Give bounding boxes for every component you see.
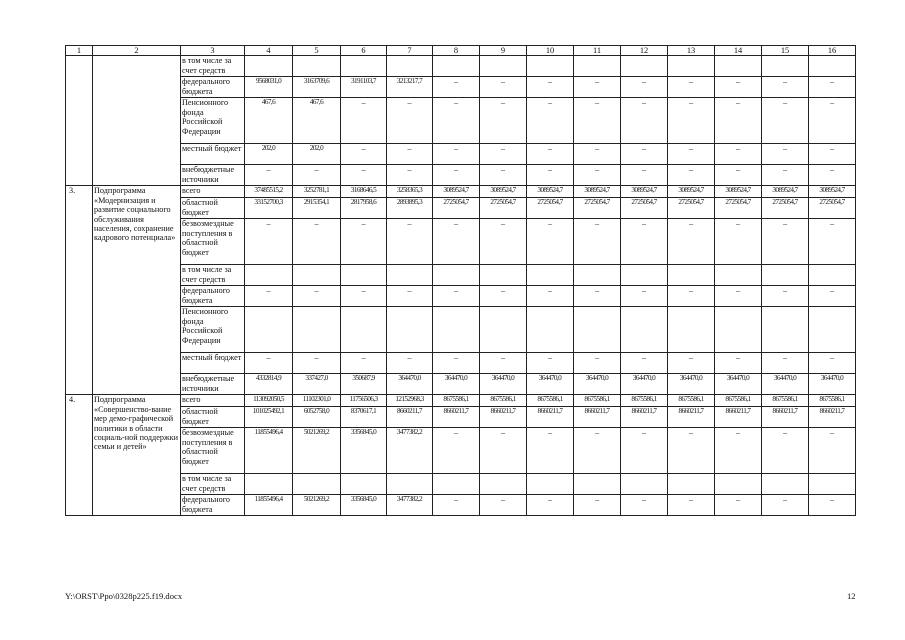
value-cell: – xyxy=(668,77,715,98)
value-cell xyxy=(480,265,527,286)
value-cell: 3089524,7 xyxy=(762,186,809,198)
value-cell xyxy=(245,56,293,77)
value-cell: – xyxy=(387,98,433,144)
value-cell xyxy=(809,474,856,495)
value-cell: 8370617,1 xyxy=(341,407,387,428)
table-row xyxy=(66,186,856,198)
column-number: 12 xyxy=(621,46,668,56)
value-cell: – xyxy=(574,98,621,144)
value-cell: – xyxy=(668,98,715,144)
value-cell: – xyxy=(762,428,809,474)
value-cell: 2725054,7 xyxy=(809,198,856,219)
value-cell: – xyxy=(527,219,574,265)
value-cell: – xyxy=(574,165,621,186)
value-cell: – xyxy=(387,286,433,307)
value-cell: 8675586,1 xyxy=(668,395,715,407)
value-cell: – xyxy=(809,165,856,186)
value-cell: 8675586,1 xyxy=(762,395,809,407)
value-cell: 3163709,6 xyxy=(293,77,341,98)
value-cell xyxy=(762,265,809,286)
value-cell: 33152700,3 xyxy=(245,198,293,219)
value-cell: – xyxy=(762,98,809,144)
value-cell: 3191103,7 xyxy=(341,77,387,98)
table-row xyxy=(66,374,856,395)
value-cell: 8675586,1 xyxy=(527,395,574,407)
value-cell: – xyxy=(527,353,574,374)
value-cell xyxy=(668,474,715,495)
value-cell: – xyxy=(574,219,621,265)
value-cell: – xyxy=(809,98,856,144)
funding-source: внебюджетные источники xyxy=(181,165,245,186)
value-cell: 5021269,2 xyxy=(293,428,341,474)
funding-source: безвозмездные поступления в областной бюджет xyxy=(181,219,245,265)
table-row xyxy=(66,265,856,286)
value-cell: – xyxy=(809,144,856,165)
funding-source: в том числе за счет средств xyxy=(181,474,245,495)
value-cell: – xyxy=(809,77,856,98)
value-cell: – xyxy=(480,165,527,186)
value-cell: – xyxy=(715,144,762,165)
value-cell: 5021269,2 xyxy=(293,495,341,516)
value-cell: 12152968,3 xyxy=(387,395,433,407)
subprogram-name xyxy=(93,56,181,186)
value-cell: – xyxy=(387,165,433,186)
value-cell xyxy=(433,56,480,77)
value-cell: 8660211,7 xyxy=(574,407,621,428)
value-cell: – xyxy=(293,286,341,307)
column-number: 10 xyxy=(527,46,574,56)
value-cell: – xyxy=(527,286,574,307)
value-cell: – xyxy=(480,98,527,144)
value-cell xyxy=(245,307,293,353)
value-cell: – xyxy=(433,495,480,516)
value-cell: 11855496,4 xyxy=(245,428,293,474)
table-row xyxy=(66,56,856,77)
value-cell: 3252781,1 xyxy=(293,186,341,198)
funding-source: Пенсионного фонда Российской Федерации xyxy=(181,98,245,144)
column-number: 2 xyxy=(93,46,181,56)
value-cell: – xyxy=(433,428,480,474)
table-row xyxy=(66,165,856,186)
value-cell: – xyxy=(433,286,480,307)
table-row xyxy=(66,198,856,219)
value-cell: 8660211,7 xyxy=(621,407,668,428)
funding-source: федерального бюджета xyxy=(181,495,245,516)
value-cell: – xyxy=(621,219,668,265)
value-cell: – xyxy=(480,286,527,307)
value-cell xyxy=(715,265,762,286)
value-cell xyxy=(809,307,856,353)
value-cell xyxy=(341,307,387,353)
value-cell: 3089524,7 xyxy=(574,186,621,198)
value-cell: – xyxy=(341,165,387,186)
value-cell: – xyxy=(621,286,668,307)
value-cell: 8675586,1 xyxy=(621,395,668,407)
value-cell: – xyxy=(715,219,762,265)
value-cell: – xyxy=(574,144,621,165)
value-cell: 364470,0 xyxy=(762,374,809,395)
value-cell: 2725054,7 xyxy=(574,198,621,219)
value-cell: 3213217,7 xyxy=(387,77,433,98)
value-cell xyxy=(293,307,341,353)
value-cell: 364470,0 xyxy=(715,374,762,395)
value-cell: 8660211,7 xyxy=(715,407,762,428)
value-cell: 3258365,3 xyxy=(387,186,433,198)
value-cell: – xyxy=(433,144,480,165)
value-cell: 3168646,5 xyxy=(341,186,387,198)
value-cell xyxy=(621,474,668,495)
value-cell: – xyxy=(574,353,621,374)
value-cell: 364470,0 xyxy=(621,374,668,395)
value-cell xyxy=(387,56,433,77)
column-number: 11 xyxy=(574,46,621,56)
value-cell: – xyxy=(668,219,715,265)
funding-source: федерального бюджета xyxy=(181,286,245,307)
value-cell: – xyxy=(527,495,574,516)
table-row xyxy=(66,428,856,474)
value-cell: 9568031,0 xyxy=(245,77,293,98)
value-cell xyxy=(480,56,527,77)
value-cell: 3477382,2 xyxy=(387,495,433,516)
value-cell: – xyxy=(341,98,387,144)
value-cell xyxy=(245,474,293,495)
value-cell xyxy=(762,474,809,495)
value-cell: 6052758,0 xyxy=(293,407,341,428)
value-cell: 11756506,3 xyxy=(341,395,387,407)
value-cell: 37485515,2 xyxy=(245,186,293,198)
column-number: 8 xyxy=(433,46,480,56)
value-cell: 8675586,1 xyxy=(480,395,527,407)
value-cell: – xyxy=(715,353,762,374)
value-cell: 8675586,1 xyxy=(809,395,856,407)
value-cell: 467,6 xyxy=(245,98,293,144)
value-cell: – xyxy=(245,353,293,374)
funding-source: в том числе за счет средств xyxy=(181,56,245,77)
value-cell xyxy=(668,265,715,286)
value-cell xyxy=(341,474,387,495)
row-index: 3. xyxy=(66,186,93,395)
value-cell: – xyxy=(341,144,387,165)
value-cell: – xyxy=(621,353,668,374)
subprogram-name: Подпрограмма «Модернизация и развитие социального обслуживания населения, сохранение кадрового потенциала» xyxy=(93,186,181,395)
value-cell: 364470,0 xyxy=(480,374,527,395)
value-cell xyxy=(574,56,621,77)
value-cell: – xyxy=(433,77,480,98)
value-cell: – xyxy=(293,219,341,265)
value-cell: – xyxy=(715,165,762,186)
value-cell: – xyxy=(809,286,856,307)
value-cell: – xyxy=(715,428,762,474)
value-cell: 8660211,7 xyxy=(809,407,856,428)
value-cell: 2725054,7 xyxy=(668,198,715,219)
value-cell xyxy=(809,265,856,286)
value-cell xyxy=(809,56,856,77)
value-cell: 364470,0 xyxy=(668,374,715,395)
footer-page-number: 12 xyxy=(847,591,856,601)
value-cell xyxy=(668,56,715,77)
value-cell: 2725054,7 xyxy=(480,198,527,219)
value-cell: – xyxy=(387,353,433,374)
value-cell xyxy=(480,474,527,495)
value-cell: – xyxy=(527,77,574,98)
value-cell: – xyxy=(480,219,527,265)
table-row xyxy=(66,407,856,428)
value-cell: 3089524,7 xyxy=(527,186,574,198)
value-cell: – xyxy=(762,286,809,307)
value-cell: – xyxy=(621,428,668,474)
column-number: 3 xyxy=(181,46,245,56)
value-cell: – xyxy=(668,495,715,516)
value-cell: 8660211,7 xyxy=(480,407,527,428)
table-row xyxy=(66,219,856,265)
value-cell: 2725054,7 xyxy=(621,198,668,219)
value-cell: – xyxy=(480,77,527,98)
value-cell: 202,0 xyxy=(245,144,293,165)
value-cell: – xyxy=(433,165,480,186)
value-cell xyxy=(715,56,762,77)
value-cell: 3089524,7 xyxy=(480,186,527,198)
value-cell: 8675586,1 xyxy=(715,395,762,407)
budget-table xyxy=(65,45,856,516)
value-cell: 3356845,0 xyxy=(341,495,387,516)
value-cell: – xyxy=(433,219,480,265)
value-cell: 364470,0 xyxy=(387,374,433,395)
value-cell xyxy=(433,265,480,286)
column-number: 9 xyxy=(480,46,527,56)
table-row xyxy=(66,307,856,353)
value-cell: – xyxy=(480,495,527,516)
value-cell: – xyxy=(621,98,668,144)
value-cell: 467,6 xyxy=(293,98,341,144)
value-cell: 11855496,4 xyxy=(245,495,293,516)
value-cell: – xyxy=(245,219,293,265)
value-cell: – xyxy=(574,428,621,474)
value-cell: 8660211,7 xyxy=(762,407,809,428)
value-cell: – xyxy=(387,144,433,165)
value-cell: 202,0 xyxy=(293,144,341,165)
value-cell: 8660211,7 xyxy=(387,407,433,428)
value-cell: – xyxy=(245,286,293,307)
value-cell xyxy=(387,474,433,495)
value-cell: – xyxy=(715,77,762,98)
value-cell: – xyxy=(480,144,527,165)
value-cell: – xyxy=(668,165,715,186)
value-cell: – xyxy=(387,219,433,265)
value-cell xyxy=(715,474,762,495)
value-cell: – xyxy=(480,428,527,474)
value-cell: – xyxy=(433,98,480,144)
value-cell: 8660211,7 xyxy=(433,407,480,428)
column-number: 16 xyxy=(809,46,856,56)
value-cell: – xyxy=(668,286,715,307)
value-cell: 364470,0 xyxy=(433,374,480,395)
value-cell: – xyxy=(293,165,341,186)
value-cell: 2725054,7 xyxy=(433,198,480,219)
value-cell xyxy=(433,307,480,353)
row-index xyxy=(66,56,93,186)
value-cell: – xyxy=(621,77,668,98)
column-number: 13 xyxy=(668,46,715,56)
value-cell: – xyxy=(574,77,621,98)
value-cell: 2817958,6 xyxy=(341,198,387,219)
table-row xyxy=(66,474,856,495)
value-cell: 2725054,7 xyxy=(715,198,762,219)
value-cell xyxy=(387,265,433,286)
funding-source: местный бюджет xyxy=(181,353,245,374)
value-cell: – xyxy=(762,353,809,374)
column-number: 5 xyxy=(293,46,341,56)
footer-file-path: Y:\ORST\Ppo\0328p225.f19.docx xyxy=(65,591,183,601)
value-cell xyxy=(341,265,387,286)
value-cell: – xyxy=(574,286,621,307)
value-cell: 337427,0 xyxy=(293,374,341,395)
funding-source: местный бюджет xyxy=(181,144,245,165)
funding-source: в том числе за счет средств xyxy=(181,265,245,286)
value-cell xyxy=(293,474,341,495)
value-cell: 364470,0 xyxy=(809,374,856,395)
value-cell: – xyxy=(809,353,856,374)
value-cell xyxy=(245,265,293,286)
value-cell: 113092050,5 xyxy=(245,395,293,407)
funding-source: Пенсионного фонда Российской Федерации xyxy=(181,307,245,353)
value-cell xyxy=(574,265,621,286)
column-number: 1 xyxy=(66,46,93,56)
funding-source: всего xyxy=(181,186,245,198)
value-cell: 350687,9 xyxy=(341,374,387,395)
value-cell: – xyxy=(341,353,387,374)
funding-source: внебюджетные источники xyxy=(181,374,245,395)
value-cell: 2893895,3 xyxy=(387,198,433,219)
value-cell: – xyxy=(668,428,715,474)
value-cell xyxy=(715,307,762,353)
value-cell: – xyxy=(621,144,668,165)
column-number: 14 xyxy=(715,46,762,56)
funding-source: областной бюджет xyxy=(181,407,245,428)
value-cell: – xyxy=(809,428,856,474)
value-cell: 364470,0 xyxy=(574,374,621,395)
table-row xyxy=(66,77,856,98)
value-cell: – xyxy=(668,353,715,374)
value-cell xyxy=(574,474,621,495)
value-cell: – xyxy=(762,495,809,516)
column-number: 4 xyxy=(245,46,293,56)
value-cell: – xyxy=(480,353,527,374)
value-cell: 11102301,0 xyxy=(293,395,341,407)
value-cell: 8660211,7 xyxy=(668,407,715,428)
value-cell: – xyxy=(715,98,762,144)
value-cell: – xyxy=(715,495,762,516)
value-cell: 3089524,7 xyxy=(668,186,715,198)
value-cell: – xyxy=(527,144,574,165)
value-cell xyxy=(668,307,715,353)
value-cell xyxy=(527,307,574,353)
value-cell: 8675586,1 xyxy=(433,395,480,407)
value-cell: 2725054,7 xyxy=(762,198,809,219)
column-number: 7 xyxy=(387,46,433,56)
column-number: 6 xyxy=(341,46,387,56)
column-number-row xyxy=(66,46,856,56)
value-cell: 3356845,0 xyxy=(341,428,387,474)
table-row xyxy=(66,98,856,144)
value-cell: 8675586,1 xyxy=(574,395,621,407)
value-cell: – xyxy=(809,495,856,516)
value-cell: – xyxy=(762,219,809,265)
value-cell xyxy=(480,307,527,353)
value-cell xyxy=(762,56,809,77)
value-cell: 2725054,7 xyxy=(527,198,574,219)
table-row xyxy=(66,144,856,165)
value-cell: – xyxy=(668,144,715,165)
value-cell xyxy=(621,56,668,77)
table-row xyxy=(66,495,856,516)
value-cell: – xyxy=(293,353,341,374)
value-cell: – xyxy=(809,219,856,265)
value-cell xyxy=(293,265,341,286)
value-cell: – xyxy=(621,165,668,186)
value-cell xyxy=(527,265,574,286)
value-cell: 8660211,7 xyxy=(527,407,574,428)
value-cell xyxy=(574,307,621,353)
funding-source: федерального бюджета xyxy=(181,77,245,98)
value-cell: 364470,0 xyxy=(527,374,574,395)
value-cell: – xyxy=(527,165,574,186)
value-cell: – xyxy=(762,144,809,165)
value-cell: – xyxy=(762,77,809,98)
value-cell xyxy=(762,307,809,353)
table-row xyxy=(66,286,856,307)
value-cell xyxy=(341,56,387,77)
value-cell: 3089524,7 xyxy=(809,186,856,198)
value-cell: – xyxy=(245,165,293,186)
value-cell xyxy=(527,474,574,495)
value-cell: – xyxy=(527,428,574,474)
row-index: 4. xyxy=(66,395,93,516)
table-row xyxy=(66,353,856,374)
value-cell xyxy=(293,56,341,77)
value-cell: – xyxy=(762,165,809,186)
value-cell xyxy=(387,307,433,353)
value-cell: – xyxy=(433,353,480,374)
value-cell: – xyxy=(621,495,668,516)
funding-source: безвозмездные поступления в областной бюджет xyxy=(181,428,245,474)
value-cell: 3477382,2 xyxy=(387,428,433,474)
value-cell: 3089524,7 xyxy=(715,186,762,198)
column-number: 15 xyxy=(762,46,809,56)
value-cell: 2915354,1 xyxy=(293,198,341,219)
value-cell: 101025492,1 xyxy=(245,407,293,428)
value-cell: – xyxy=(341,286,387,307)
value-cell: 3089524,7 xyxy=(433,186,480,198)
value-cell: – xyxy=(574,495,621,516)
funding-source: областной бюджет xyxy=(181,198,245,219)
value-cell: – xyxy=(341,219,387,265)
value-cell: – xyxy=(715,286,762,307)
value-cell: – xyxy=(527,98,574,144)
value-cell xyxy=(433,474,480,495)
value-cell: 4332814,9 xyxy=(245,374,293,395)
table-row xyxy=(66,395,856,407)
value-cell: 3089524,7 xyxy=(621,186,668,198)
value-cell xyxy=(621,307,668,353)
funding-source: всего xyxy=(181,395,245,407)
subprogram-name: Подпрограмма «Совершенство-вание мер демо-графической политики в области социаль-ной поддержки семьи и детей» xyxy=(93,395,181,516)
value-cell xyxy=(621,265,668,286)
value-cell xyxy=(527,56,574,77)
